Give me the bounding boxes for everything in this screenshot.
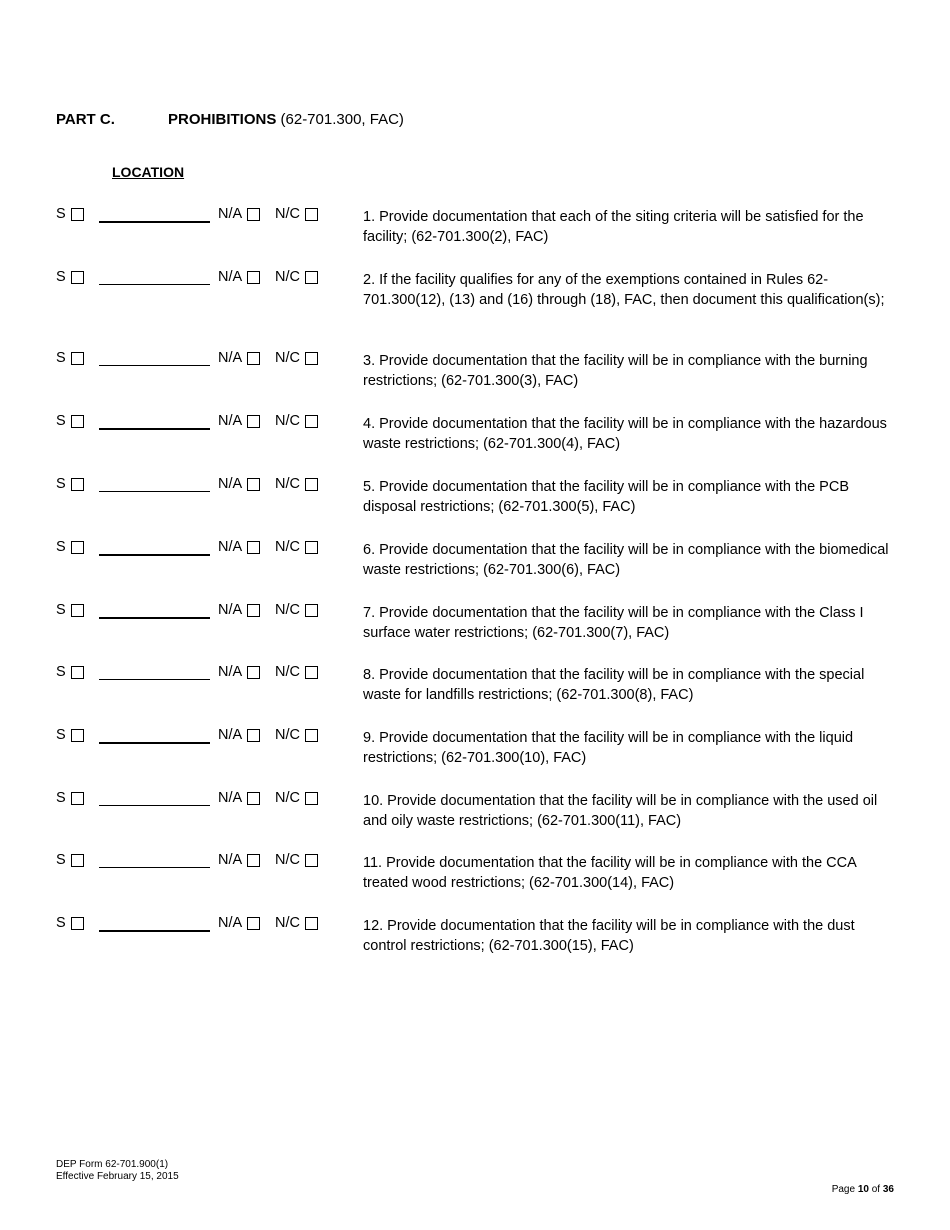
checklist-item bbox=[56, 915, 898, 971]
s-label: S bbox=[56, 206, 66, 222]
response-line[interactable] bbox=[99, 805, 210, 806]
na-option bbox=[218, 350, 260, 366]
checklist-item bbox=[56, 413, 898, 469]
nc-option bbox=[275, 915, 318, 931]
na-checkbox[interactable] bbox=[247, 208, 260, 221]
na-checkbox[interactable] bbox=[247, 271, 260, 284]
response-line[interactable] bbox=[99, 428, 210, 430]
na-checkbox[interactable] bbox=[247, 604, 260, 617]
s-checkbox[interactable] bbox=[71, 917, 84, 930]
response-line[interactable] bbox=[99, 930, 210, 932]
na-option bbox=[218, 664, 260, 680]
nc-checkbox[interactable] bbox=[305, 792, 318, 805]
nc-option bbox=[275, 602, 318, 618]
na-option bbox=[218, 727, 260, 743]
s-checkbox[interactable] bbox=[71, 666, 84, 679]
effective-date: Effective February 15, 2015 bbox=[56, 1171, 179, 1182]
nc-label: N/C bbox=[275, 476, 300, 492]
s-checkbox[interactable] bbox=[71, 208, 84, 221]
na-label: N/A bbox=[218, 915, 243, 931]
checklist-item bbox=[56, 664, 898, 720]
nc-checkbox[interactable] bbox=[305, 352, 318, 365]
s-label: S bbox=[56, 602, 66, 618]
nc-option bbox=[275, 539, 318, 555]
s-label: S bbox=[56, 915, 66, 931]
s-checkbox[interactable] bbox=[71, 854, 84, 867]
item-text: 11. Provide documentation that the facility will be in compliance with the CCA treated wood restrictions; (62-701.300(14), FAC) bbox=[363, 855, 856, 891]
item-text: 9. Provide documentation that the facility will be in compliance with the liquid restrictions; (62-701.300(10), FAC) bbox=[363, 730, 854, 766]
checklist-item bbox=[56, 350, 898, 406]
na-checkbox[interactable] bbox=[247, 854, 260, 867]
page-of: of bbox=[868, 1184, 883, 1195]
checklist-item bbox=[56, 539, 898, 595]
nc-label: N/C bbox=[275, 206, 300, 222]
part-label: PART C. bbox=[56, 111, 115, 128]
s-checkbox[interactable] bbox=[71, 792, 84, 805]
na-checkbox[interactable] bbox=[247, 415, 260, 428]
s-label: S bbox=[56, 664, 66, 680]
s-label: S bbox=[56, 350, 66, 366]
na-option bbox=[218, 476, 260, 492]
nc-option bbox=[275, 664, 318, 680]
checklist-item bbox=[56, 476, 898, 532]
na-option bbox=[218, 413, 260, 429]
na-label: N/A bbox=[218, 790, 243, 806]
s-checkbox[interactable] bbox=[71, 415, 84, 428]
na-checkbox[interactable] bbox=[247, 729, 260, 742]
form-number: DEP Form 62-701.900(1) bbox=[56, 1159, 169, 1170]
nc-checkbox[interactable] bbox=[305, 208, 318, 221]
s-checkbox[interactable] bbox=[71, 271, 84, 284]
s-option bbox=[56, 476, 84, 492]
s-option bbox=[56, 350, 84, 366]
response-line[interactable] bbox=[99, 867, 210, 868]
s-checkbox[interactable] bbox=[71, 541, 84, 554]
response-line[interactable] bbox=[99, 221, 210, 223]
nc-label: N/C bbox=[275, 915, 300, 931]
nc-label: N/C bbox=[275, 727, 300, 743]
nc-option bbox=[275, 852, 318, 868]
item-text: 12. Provide documentation that the facility will be in compliance with the dust control restrictions; (62-701.300(15), FAC) bbox=[363, 918, 855, 954]
checklist-item bbox=[56, 727, 898, 783]
na-label: N/A bbox=[218, 602, 243, 618]
item-text: 6. Provide documentation that the facility will be in compliance with the biomedical waste restrictions; (62-701.300(6), FAC) bbox=[363, 542, 889, 578]
item-text: 1. Provide documentation that each of the siting criteria will be satisfied for the facility; (62-701.300(2), FAC) bbox=[363, 209, 864, 245]
s-option bbox=[56, 539, 84, 555]
na-label: N/A bbox=[218, 727, 243, 743]
na-label: N/A bbox=[218, 852, 243, 868]
s-checkbox[interactable] bbox=[71, 352, 84, 365]
checklist-item bbox=[56, 269, 898, 325]
response-line[interactable] bbox=[99, 617, 210, 619]
na-label: N/A bbox=[218, 664, 243, 680]
section-heading: LOCATION bbox=[112, 164, 185, 180]
item-text: 8. Provide documentation that the facility will be in compliance with the special waste for landfills restrictions; (62-701.300(8), FAC) bbox=[363, 667, 865, 703]
s-option bbox=[56, 413, 84, 429]
nc-checkbox[interactable] bbox=[305, 478, 318, 491]
item-text: 10. Provide documentation that the facility will be in compliance with the used oil and oily waste restrictions; (62-701.300(11), FAC) bbox=[363, 793, 878, 829]
na-option bbox=[218, 852, 260, 868]
nc-checkbox[interactable] bbox=[305, 271, 318, 284]
s-label: S bbox=[56, 413, 66, 429]
s-checkbox[interactable] bbox=[71, 604, 84, 617]
nc-option bbox=[275, 350, 318, 366]
na-label: N/A bbox=[218, 413, 243, 429]
na-option bbox=[218, 790, 260, 806]
s-option bbox=[56, 852, 84, 868]
s-label: S bbox=[56, 476, 66, 492]
nc-label: N/C bbox=[275, 664, 300, 680]
response-line[interactable] bbox=[99, 742, 210, 744]
s-option bbox=[56, 727, 84, 743]
nc-option bbox=[275, 790, 318, 806]
page-total: 36 bbox=[882, 1184, 894, 1195]
item-text: 2. If the facility qualifies for any of the exemptions contained in Rules 62-701.300(12), (13) and (16) through (18), FAC, then document this qualification(s); bbox=[363, 272, 885, 308]
nc-checkbox[interactable] bbox=[305, 666, 318, 679]
s-option bbox=[56, 915, 84, 931]
page-prefix: Page bbox=[831, 1184, 858, 1195]
nc-option bbox=[275, 413, 318, 429]
response-line[interactable] bbox=[99, 365, 210, 366]
nc-checkbox[interactable] bbox=[305, 854, 318, 867]
na-checkbox[interactable] bbox=[247, 792, 260, 805]
nc-label: N/C bbox=[275, 269, 300, 285]
nc-label: N/C bbox=[275, 852, 300, 868]
s-checkbox[interactable] bbox=[71, 729, 84, 742]
na-label: N/A bbox=[218, 269, 243, 285]
response-line[interactable] bbox=[99, 284, 210, 285]
s-option bbox=[56, 269, 84, 285]
nc-option bbox=[275, 476, 318, 492]
na-checkbox[interactable] bbox=[247, 478, 260, 491]
nc-label: N/C bbox=[275, 539, 300, 555]
s-label: S bbox=[56, 790, 66, 806]
na-checkbox[interactable] bbox=[247, 541, 260, 554]
checklist-item bbox=[56, 602, 898, 658]
na-checkbox[interactable] bbox=[247, 917, 260, 930]
na-option bbox=[218, 915, 260, 931]
nc-checkbox[interactable] bbox=[305, 729, 318, 742]
part-title: PROHIBITIONS bbox=[168, 111, 277, 128]
nc-checkbox[interactable] bbox=[305, 604, 318, 617]
nc-label: N/C bbox=[275, 350, 300, 366]
s-label: S bbox=[56, 852, 66, 868]
nc-option bbox=[275, 727, 318, 743]
na-option bbox=[218, 206, 260, 222]
na-option bbox=[218, 539, 260, 555]
na-option bbox=[218, 602, 260, 618]
s-checkbox[interactable] bbox=[71, 478, 84, 491]
nc-label: N/C bbox=[275, 602, 300, 618]
nc-label: N/C bbox=[275, 413, 300, 429]
part-heading bbox=[56, 111, 404, 128]
s-option bbox=[56, 602, 84, 618]
na-label: N/A bbox=[218, 476, 243, 492]
nc-option bbox=[275, 269, 318, 285]
response-line[interactable] bbox=[99, 491, 210, 492]
item-text: 3. Provide documentation that the facility will be in compliance with the burning restrictions; (62-701.300(3), FAC) bbox=[363, 353, 868, 389]
s-label: S bbox=[56, 269, 66, 285]
nc-label: N/C bbox=[275, 790, 300, 806]
na-label: N/A bbox=[218, 206, 243, 222]
s-option bbox=[56, 206, 84, 222]
na-checkbox[interactable] bbox=[247, 666, 260, 679]
na-checkbox[interactable] bbox=[247, 352, 260, 365]
item-text: 5. Provide documentation that the facility will be in compliance with the PCB disposal restrictions; (62-701.300(5), FAC) bbox=[363, 479, 849, 515]
s-label: S bbox=[56, 539, 66, 555]
part-reference: (62-701.300, FAC) bbox=[276, 111, 404, 128]
item-text: 4. Provide documentation that the facility will be in compliance with the hazardous waste restrictions; (62-701.300(4), FAC) bbox=[363, 416, 887, 452]
response-line[interactable] bbox=[99, 679, 210, 680]
checklist-item bbox=[56, 852, 898, 908]
na-label: N/A bbox=[218, 350, 243, 366]
item-text: 7. Provide documentation that the facility will be in compliance with the Class I surface water restrictions; (62-701.300(7), FAC) bbox=[363, 605, 864, 641]
page-current: 10 bbox=[857, 1184, 869, 1195]
nc-checkbox[interactable] bbox=[305, 917, 318, 930]
page-number bbox=[832, 1184, 894, 1195]
nc-option bbox=[275, 206, 318, 222]
na-option bbox=[218, 269, 260, 285]
s-label: S bbox=[56, 727, 66, 743]
response-line[interactable] bbox=[99, 554, 210, 556]
nc-checkbox[interactable] bbox=[305, 541, 318, 554]
form-footer bbox=[56, 1159, 179, 1183]
nc-checkbox[interactable] bbox=[305, 415, 318, 428]
na-label: N/A bbox=[218, 539, 243, 555]
s-option bbox=[56, 790, 84, 806]
checklist-item bbox=[56, 206, 898, 262]
checklist-item bbox=[56, 790, 898, 846]
s-option bbox=[56, 664, 84, 680]
